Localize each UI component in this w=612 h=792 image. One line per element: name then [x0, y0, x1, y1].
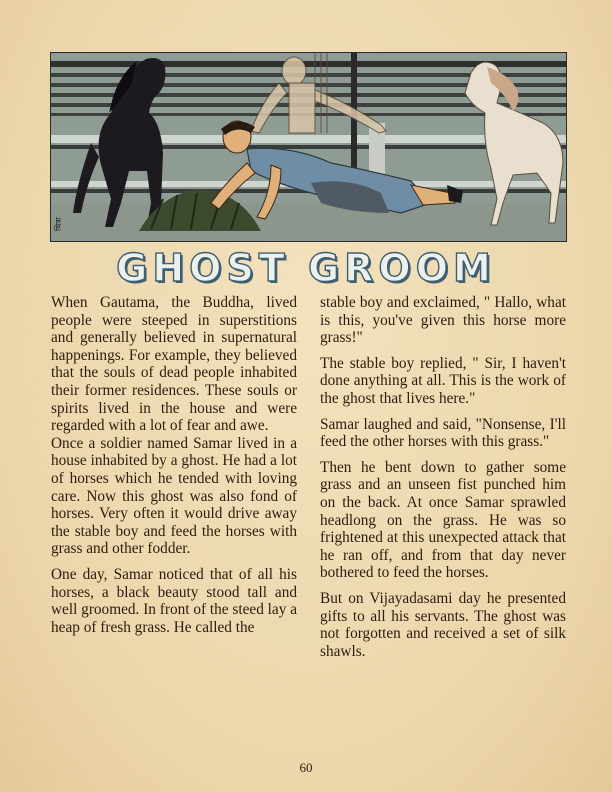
paragraph: But on Vijayadasami day he presented gifts to all his servants. The ghost was not forgotten and received a set of silk shawls. — [320, 589, 566, 660]
paragraph: Samar laughed and said, "Nonsense, I'll feed the other horses with this grass." — [320, 415, 566, 451]
story-illustration — [50, 52, 567, 242]
page-number: 60 — [299, 760, 313, 775]
illustration-drawing — [51, 53, 566, 241]
paragraph: When Gautama, the Buddha, lived people were steeped in superstitions and generally believed in supernatural happenings. For example, they believed that the souls of dead people inhabited their former residences. These souls or spirits lived in the house and were regarded with a lot of fear and awe. — [51, 294, 297, 435]
left-column — [51, 294, 297, 636]
story-title: GHOST GROOM — [116, 246, 496, 290]
paragraph: The stable boy replied, " Sir, I haven't done anything at all. This is the work of the ghost that lives here." — [320, 354, 566, 407]
paragraph: stable boy and exclaimed, " Hallo, what is this, you've given this horse more grass!" — [320, 294, 566, 347]
artist-signature: चित्रा — [54, 217, 63, 231]
right-column — [320, 294, 566, 660]
paragraph: Once a soldier named Samar lived in a house inhabited by a ghost. He had a lot of horses which he tended with loving care. Now this ghost was also fond of horses. Very often it would drive away the stable boy and feed the horses with grass and other fodder. — [51, 434, 297, 558]
paragraph: One day, Samar noticed that of all his horses, a black beauty stood tall and well groomed. In front of the steed lay a heap of fresh grass. He called the — [51, 565, 297, 636]
paragraph: Then he bent down to gather some grass and an unseen fist punched him on the back. At once Samar sprawled headlong on the grass. He was so frightened at this unexpected attack that he ran off, and from that day never bothered to feed the horses. — [320, 458, 566, 582]
